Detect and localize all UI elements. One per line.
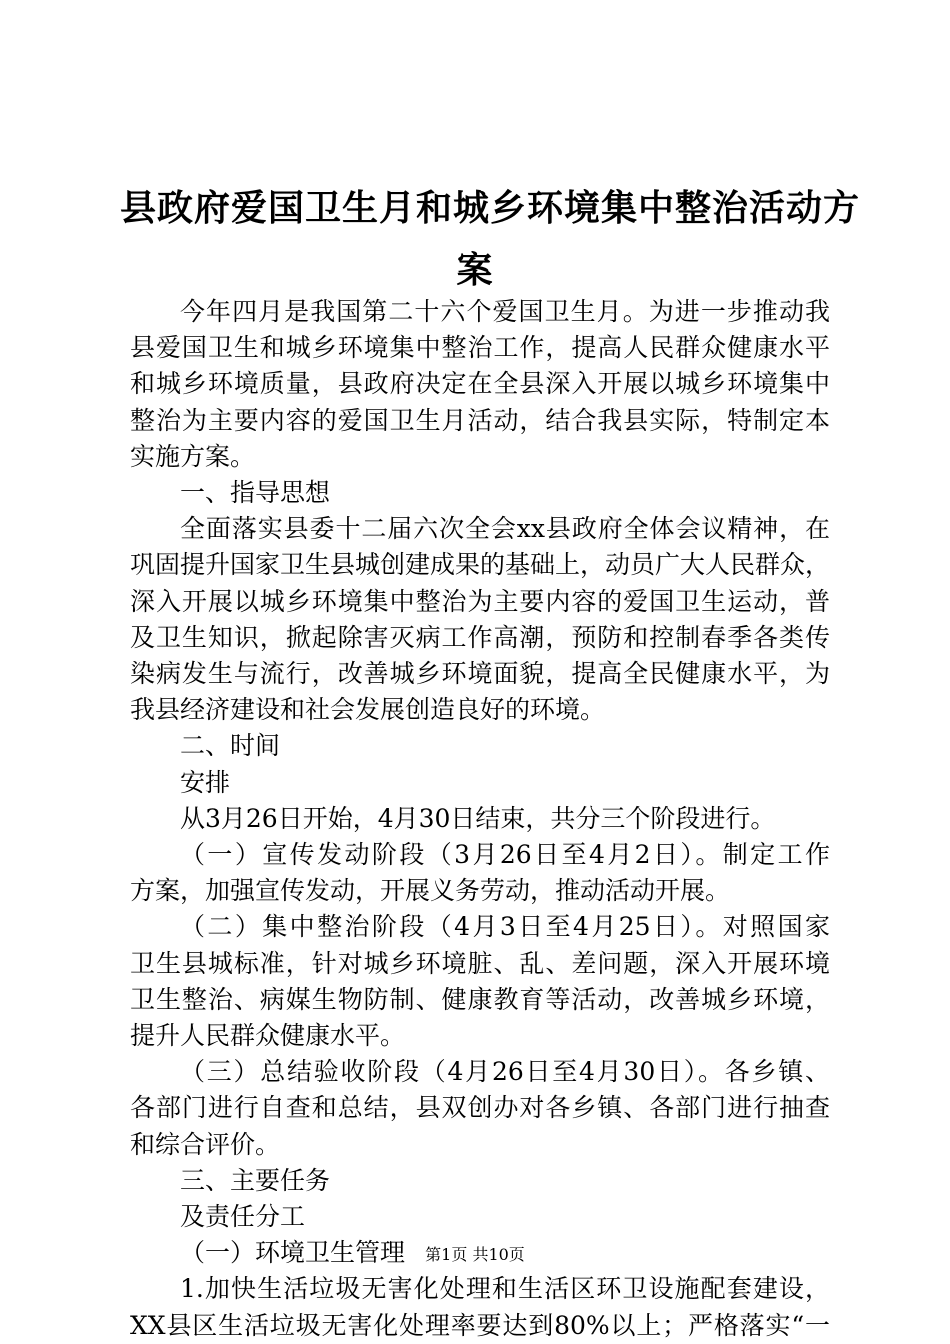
body-line: 全面落实县委十二届六次全会xx县政府全体会议精神，在	[180, 514, 830, 544]
body-line: 整治为主要内容的爱国卫生月活动，结合我县实际，特制定本	[130, 405, 830, 435]
body-line: 安排	[180, 767, 231, 797]
body-line: 实施方案。	[130, 441, 256, 471]
body-line: 各部门进行自查和总结，县双创办对各乡镇、各部门进行抽查	[130, 1093, 830, 1123]
body-line: 提升人民群众健康水平。	[130, 1021, 406, 1050]
body-line: 二、时间	[180, 731, 281, 761]
body-line: 我县经济建设和社会发展创造良好的环境。	[130, 695, 606, 725]
document-title-line-1: 县政府爱国卫生月和城乡环境集中整治活动方	[120, 187, 861, 229]
body-line: 县爱国卫生和城乡环境集中整治工作，提高人民群众健康水平	[130, 333, 830, 363]
body-line: 三、主要任务	[180, 1165, 331, 1195]
body-line: （三）总结验收阶段（4月26日至4月30日）。各乡镇、	[180, 1057, 830, 1087]
document-title-line-2: 案	[456, 249, 494, 291]
body-line: 深入开展以城乡环境集中整治为主要内容的爱国卫生运动，普	[130, 586, 830, 616]
body-line: 从3月26日开始，4月30日结束，共分三个阶段进行。	[180, 803, 776, 833]
body-line: 和综合评价。	[130, 1129, 281, 1159]
body-line: （一）宣传发动阶段（3月26日至4月2日）。制定工作	[180, 840, 830, 869]
body-line: （二）集中整治阶段（4月3日至4月25日）。对照国家	[180, 912, 830, 942]
page-footer: 第1页 共10页	[425, 1245, 525, 1264]
body-line: 巩固提升国家卫生县城创建成果的基础上，动员广大人民群众，	[130, 550, 831, 580]
body-line: 和城乡环境质量，县政府决定在全县深入开展以城乡环境集中	[130, 369, 830, 399]
body-line: 卫生整治、病媒生物防制、健康教育等活动，改善城乡环境，	[130, 984, 830, 1014]
body-line: 及责任分工	[180, 1202, 306, 1231]
body-line: 今年四月是我国第二十六个爱国卫生月。为进一步推动我	[180, 297, 830, 326]
body-line: （一）环境卫生管理	[180, 1238, 406, 1268]
body-line: XX县区生活垃圾无害化处理率要达到80%以上；严格落实“一	[130, 1310, 830, 1340]
body-line: 卫生县城标准，针对城乡环境脏、乱、差问题，深入开展环境	[130, 948, 830, 978]
body-line: 一、指导思想	[180, 478, 331, 507]
body-line: 及卫生知识，掀起除害灭病工作高潮，预防和控制春季各类传	[130, 622, 830, 652]
body-line: 染病发生与流行，改善城乡环境面貌，提高全民健康水平，为	[130, 659, 830, 688]
body-line: 方案，加强宣传发动，开展义务劳动，推动活动开展。	[130, 876, 731, 906]
body-line: 1.加快生活垃圾无害化处理和生活区环卫设施配套建设，	[180, 1274, 830, 1304]
